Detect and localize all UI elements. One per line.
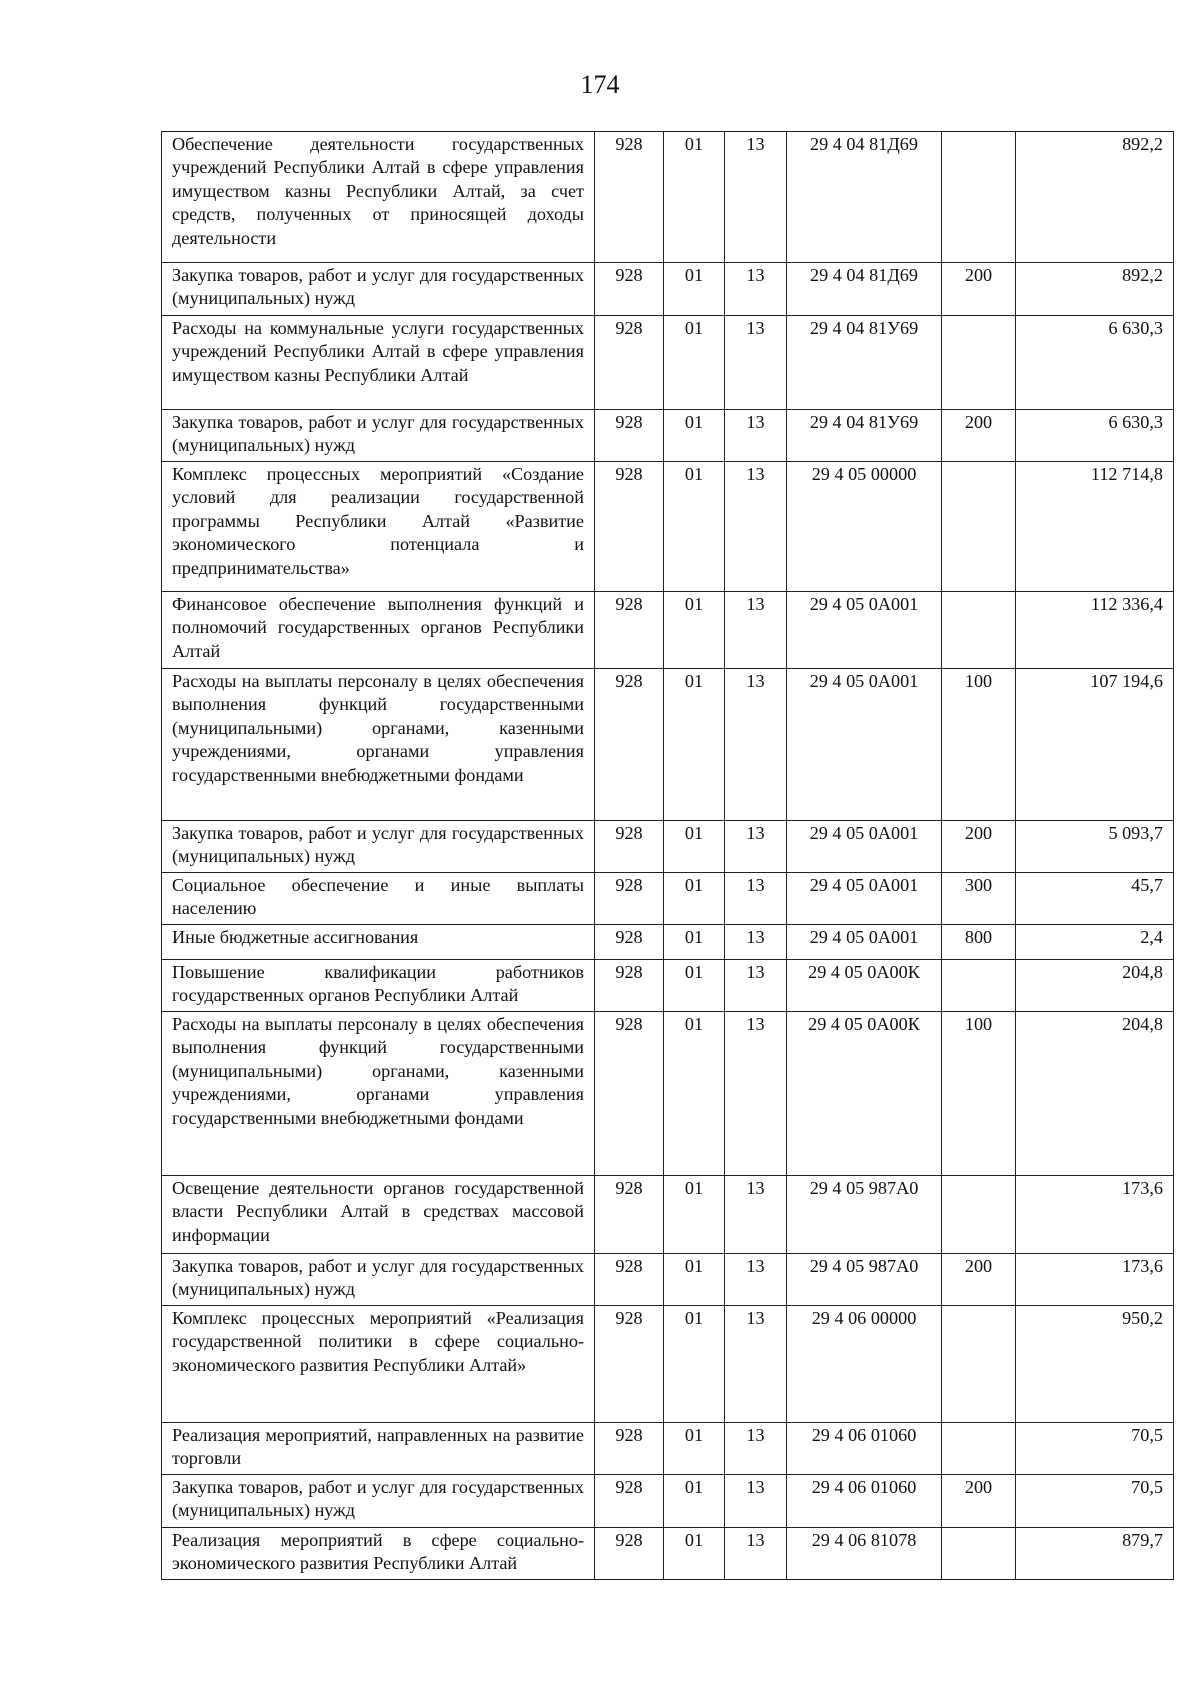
table-row (162, 410, 1174, 462)
row-rz: 01 (664, 1475, 725, 1528)
row-csr: 29 4 04 81У69 (787, 410, 942, 462)
row-pr: 13 (725, 316, 787, 410)
row-pr: 13 (725, 1475, 787, 1528)
row-sum: 112 714,8 (1016, 462, 1174, 592)
row-csr: 29 4 05 0А001 (787, 592, 942, 669)
row-pr: 13 (725, 1306, 787, 1423)
page-number: 174 (580, 70, 620, 99)
row-name: Социальное обеспечение и иные выплаты населению (162, 873, 595, 925)
row-vr: 100 (942, 1012, 1016, 1176)
row-vr (942, 1423, 1016, 1475)
row-rz: 01 (664, 132, 725, 263)
row-sum: 892,2 (1016, 263, 1174, 316)
table-row (162, 1475, 1174, 1528)
row-vr: 800 (942, 925, 1016, 960)
row-rz: 01 (664, 462, 725, 592)
row-ved: 928 (595, 263, 664, 316)
row-sum: 5 093,7 (1016, 821, 1174, 873)
row-ved: 928 (595, 1423, 664, 1475)
row-ved: 928 (595, 462, 664, 592)
budget-table (161, 131, 1174, 1580)
row-name: Иные бюджетные ассигнования (162, 925, 595, 960)
row-pr: 13 (725, 873, 787, 925)
row-ved: 928 (595, 316, 664, 410)
row-rz: 01 (664, 410, 725, 462)
row-name: Расходы на выплаты персоналу в целях обеспечения выполнения функций государственными (муниципальными) органами, казенными учреждениями, органами управления государственными внебюджетными фондами (162, 669, 595, 821)
row-name: Закупка товаров, работ и услуг для государственных (муниципальных) нужд (162, 1254, 595, 1306)
row-name: Освещение деятельности органов государственной власти Республики Алтай в средствах массовой информации (162, 1176, 595, 1254)
row-ved: 928 (595, 873, 664, 925)
table-row (162, 1012, 1174, 1176)
row-sum: 45,7 (1016, 873, 1174, 925)
table-row (162, 821, 1174, 873)
row-pr: 13 (725, 263, 787, 316)
row-ved: 928 (595, 1176, 664, 1254)
row-pr: 13 (725, 925, 787, 960)
row-pr: 13 (725, 960, 787, 1012)
row-name: Реализация мероприятий в сфере социально-экономического развития Республики Алтай (162, 1528, 595, 1580)
table-row (162, 1254, 1174, 1306)
row-rz: 01 (664, 821, 725, 873)
row-vr (942, 316, 1016, 410)
row-vr (942, 1306, 1016, 1423)
row-rz: 01 (664, 925, 725, 960)
row-vr (942, 1176, 1016, 1254)
row-name: Комплекс процессных мероприятий «Реализация государственной политики в сфере социально-экономического развития Республики Алтай» (162, 1306, 595, 1423)
row-name: Повышение квалификации работников государственных органов Республики Алтай (162, 960, 595, 1012)
row-csr: 29 4 05 0А00К (787, 960, 942, 1012)
table-row (162, 1176, 1174, 1254)
row-vr: 200 (942, 1475, 1016, 1528)
row-pr: 13 (725, 592, 787, 669)
table-row (162, 1306, 1174, 1423)
row-sum: 112 336,4 (1016, 592, 1174, 669)
row-csr: 29 4 04 81Д69 (787, 132, 942, 263)
row-pr: 13 (725, 410, 787, 462)
row-name: Комплекс процессных мероприятий «Создание условий для реализации государственной программы Республики Алтай «Развитие экономического потенциала и предпринимательства» (162, 462, 595, 592)
row-sum: 107 194,6 (1016, 669, 1174, 821)
table-row (162, 263, 1174, 316)
row-vr: 200 (942, 263, 1016, 316)
table-row (162, 1528, 1174, 1580)
row-vr: 200 (942, 410, 1016, 462)
row-sum: 2,4 (1016, 925, 1174, 960)
row-vr (942, 132, 1016, 263)
row-rz: 01 (664, 592, 725, 669)
row-rz: 01 (664, 669, 725, 821)
row-pr: 13 (725, 1176, 787, 1254)
row-rz: 01 (664, 873, 725, 925)
row-rz: 01 (664, 263, 725, 316)
table-row (162, 132, 1174, 263)
row-ved: 928 (595, 925, 664, 960)
row-csr: 29 4 05 0А00К (787, 1012, 942, 1176)
table-row (162, 462, 1174, 592)
row-sum: 173,6 (1016, 1176, 1174, 1254)
row-vr (942, 1528, 1016, 1580)
row-csr: 29 4 05 0А001 (787, 669, 942, 821)
row-rz: 01 (664, 1254, 725, 1306)
row-name: Закупка товаров, работ и услуг для государственных (муниципальных) нужд (162, 821, 595, 873)
row-pr: 13 (725, 462, 787, 592)
row-ved: 928 (595, 1475, 664, 1528)
row-csr: 29 4 05 00000 (787, 462, 942, 592)
row-vr (942, 592, 1016, 669)
row-csr: 29 4 05 0А001 (787, 821, 942, 873)
row-ved: 928 (595, 669, 664, 821)
row-csr: 29 4 05 987А0 (787, 1254, 942, 1306)
table-row (162, 960, 1174, 1012)
row-csr: 29 4 06 01060 (787, 1475, 942, 1528)
row-sum: 204,8 (1016, 960, 1174, 1012)
row-ved: 928 (595, 410, 664, 462)
table-row (162, 1423, 1174, 1475)
row-rz: 01 (664, 1012, 725, 1176)
row-name: Закупка товаров, работ и услуг для государственных (муниципальных) нужд (162, 263, 595, 316)
row-pr: 13 (725, 1423, 787, 1475)
table-row (162, 925, 1174, 960)
row-ved: 928 (595, 1306, 664, 1423)
row-ved: 928 (595, 132, 664, 263)
row-ved: 928 (595, 592, 664, 669)
row-sum: 204,8 (1016, 1012, 1174, 1176)
row-sum: 892,2 (1016, 132, 1174, 263)
row-csr: 29 4 05 987А0 (787, 1176, 942, 1254)
row-sum: 879,7 (1016, 1528, 1174, 1580)
row-name: Реализация мероприятий, направленных на развитие торговли (162, 1423, 595, 1475)
row-pr: 13 (725, 1254, 787, 1306)
row-vr: 100 (942, 669, 1016, 821)
row-ved: 928 (595, 960, 664, 1012)
row-sum: 173,6 (1016, 1254, 1174, 1306)
row-name: Закупка товаров, работ и услуг для государственных (муниципальных) нужд (162, 1475, 595, 1528)
row-name: Обеспечение деятельности государственных учреждений Республики Алтай в сфере управления имуществом казны Республики Алтай, за счет средств, полученных от приносящей доходы деятельности (162, 132, 595, 263)
row-sum: 6 630,3 (1016, 316, 1174, 410)
row-rz: 01 (664, 1306, 725, 1423)
table-row (162, 873, 1174, 925)
row-sum: 70,5 (1016, 1475, 1174, 1528)
row-rz: 01 (664, 1423, 725, 1475)
row-name: Расходы на коммунальные услуги государственных учреждений Республики Алтай в сфере управления имуществом казны Республики Алтай (162, 316, 595, 410)
table-row (162, 316, 1174, 410)
row-rz: 01 (664, 316, 725, 410)
row-rz: 01 (664, 960, 725, 1012)
row-rz: 01 (664, 1176, 725, 1254)
row-vr: 300 (942, 873, 1016, 925)
row-name: Расходы на выплаты персоналу в целях обеспечения выполнения функций государственными (муниципальными) органами, казенными учреждениями, органами управления государственными внебюджетными фондами (162, 1012, 595, 1176)
row-sum: 6 630,3 (1016, 410, 1174, 462)
row-pr: 13 (725, 669, 787, 821)
row-sum: 950,2 (1016, 1306, 1174, 1423)
row-csr: 29 4 04 81У69 (787, 316, 942, 410)
row-pr: 13 (725, 132, 787, 263)
row-vr (942, 960, 1016, 1012)
row-ved: 928 (595, 821, 664, 873)
row-csr: 29 4 05 0А001 (787, 925, 942, 960)
row-pr: 13 (725, 1012, 787, 1176)
row-csr: 29 4 06 81078 (787, 1528, 942, 1580)
table-row (162, 669, 1174, 821)
row-ved: 928 (595, 1528, 664, 1580)
row-csr: 29 4 06 00000 (787, 1306, 942, 1423)
row-name: Финансовое обеспечение выполнения функций и полномочий государственных органов Республики Алтай (162, 592, 595, 669)
row-vr: 200 (942, 1254, 1016, 1306)
table-row (162, 592, 1174, 669)
row-csr: 29 4 04 81Д69 (787, 263, 942, 316)
row-rz: 01 (664, 1528, 725, 1580)
row-pr: 13 (725, 1528, 787, 1580)
row-vr (942, 462, 1016, 592)
row-vr: 200 (942, 821, 1016, 873)
row-pr: 13 (725, 821, 787, 873)
row-csr: 29 4 06 01060 (787, 1423, 942, 1475)
row-ved: 928 (595, 1254, 664, 1306)
row-csr: 29 4 05 0А001 (787, 873, 942, 925)
row-sum: 70,5 (1016, 1423, 1174, 1475)
row-ved: 928 (595, 1012, 664, 1176)
row-name: Закупка товаров, работ и услуг для государственных (муниципальных) нужд (162, 410, 595, 462)
